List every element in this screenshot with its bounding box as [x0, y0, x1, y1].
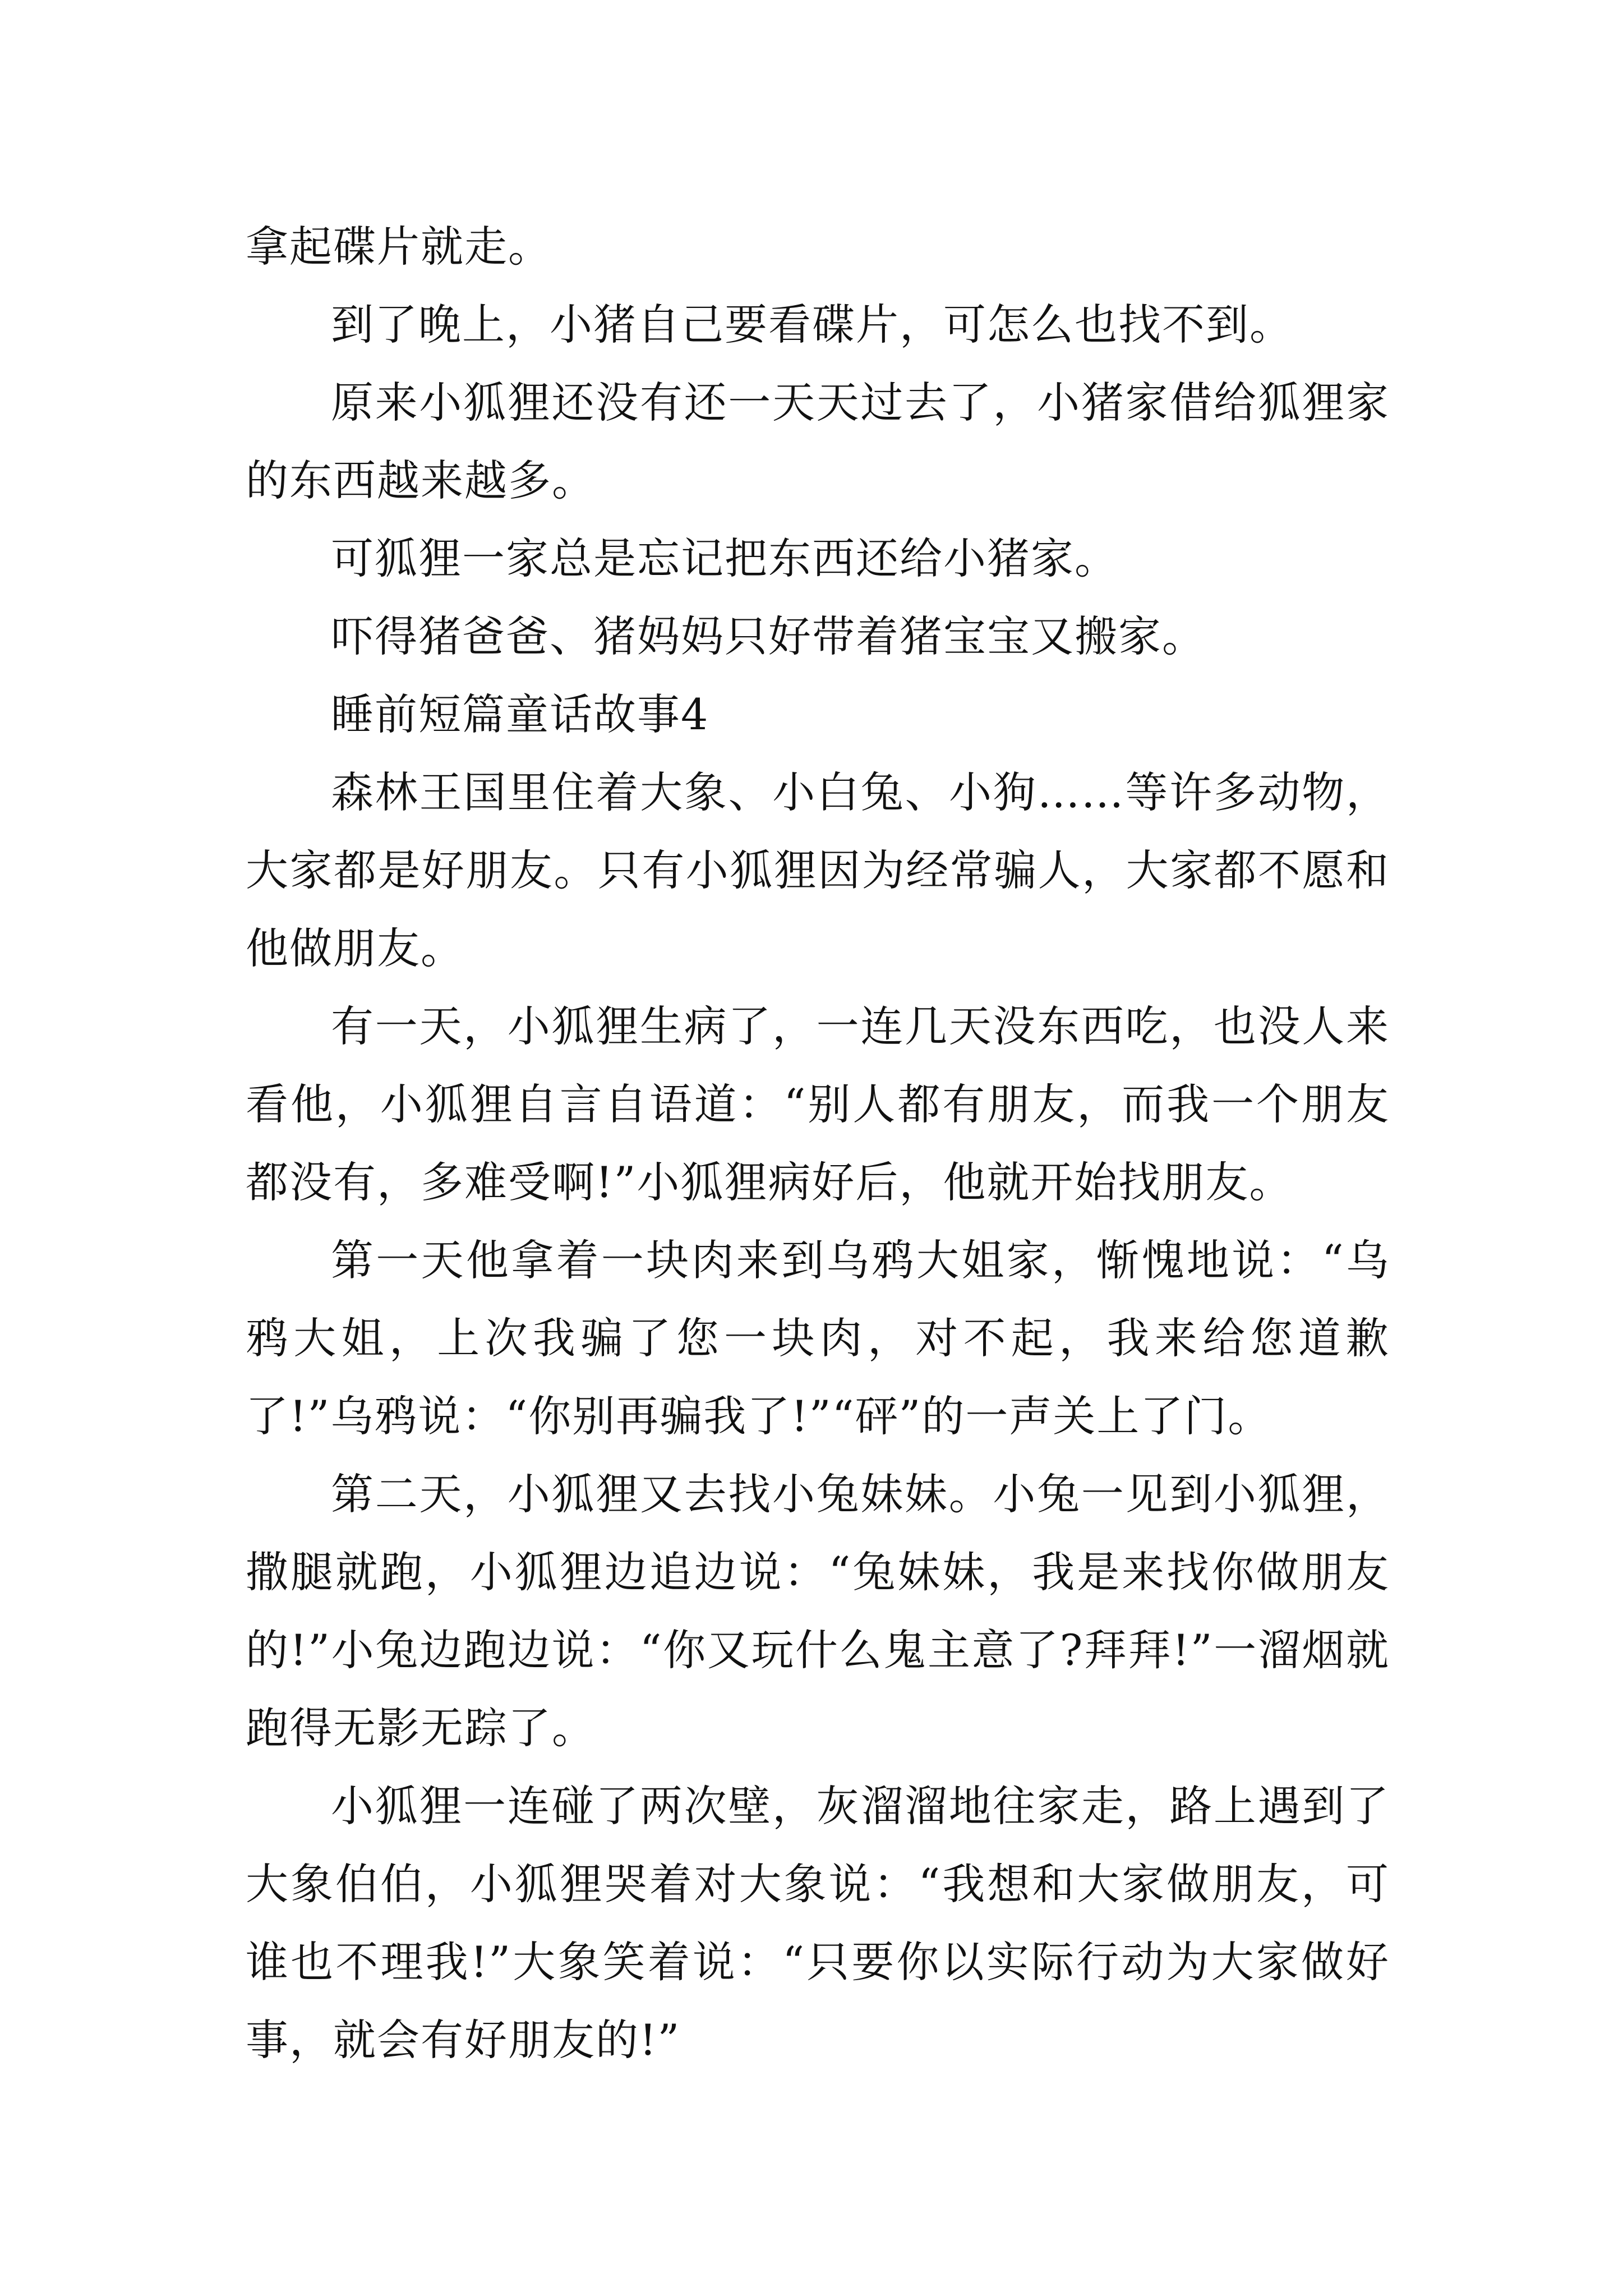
paragraph-4: 可狐狸一家总是忘记把东西还给小猪家。 — [331, 533, 1118, 583]
paragraph-1: 拿起碟片就走。 — [246, 222, 552, 272]
paragraph-8: 有一天，小狐狸生病了，一连几天没东西吃，也没人来看他，小狐狸自言自语道：“别人都有朋友，而我一个朋友都没有，多难受啊!”小狐狸病好后，他就开始找朋友。 — [246, 1001, 1390, 1207]
paragraph-2: 到了晚上，小猪自己要看碟片，可怎么也找不到。 — [331, 300, 1293, 349]
paragraph-5: 吓得猪爸爸、猪妈妈只好带着猪宝宝又搬家。 — [331, 611, 1206, 661]
paragraph-10: 第二天，小狐狸又去找小兔妹妹。小兔一见到小狐狸，撒腿就跑，小狐狸边追边说：“兔妹妹，我是来找你做朋友的!”小兔边跑边说：“你又玩什么鬼主意了?拜拜!”一溜烟就跑得无影无踪了。 — [246, 1469, 1390, 1753]
document-body — [246, 208, 1390, 2079]
paragraph-11: 小狐狸一连碰了两次壁，灰溜溜地往家走，路上遇到了大象伯伯，小狐狸哭着对大象说：“我想和大家做朋友，可谁也不理我!”大象笑着说：“只要你以实际行动为大家做好事，就会有好朋友的!” — [246, 1781, 1390, 2065]
paragraph-7: 森林王国里住着大象、小白兔、小狗……等许多动物，大家都是好朋友。只有小狐狸因为经常骗人，大家都不愿和他做朋友。 — [246, 767, 1390, 973]
story-heading: 睡前短篇童话故事4 — [331, 689, 709, 739]
paragraph-9: 第一天他拿着一块肉来到乌鸦大姐家，惭愧地说：“乌鸦大姐，上次我骗了您一块肉，对不起，我来给您道歉了!”乌鸦说：“你别再骗我了!”“砰”的一声关上了门。 — [246, 1235, 1390, 1441]
paragraph-3: 原来小狐狸还没有还一天天过去了，小猪家借给狐狸家的东西越来越多。 — [246, 378, 1390, 505]
